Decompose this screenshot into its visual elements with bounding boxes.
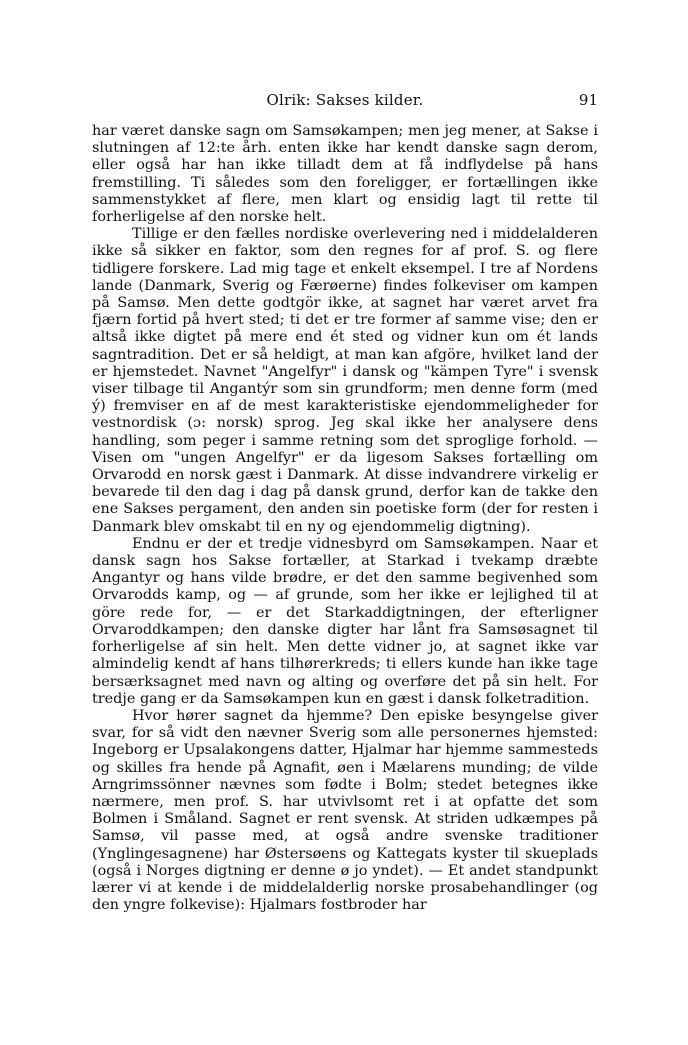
body-text	[92, 123, 598, 914]
paragraph-3: Endnu er der et tredje vidnesbyrd om Samsøkampen. Naar et dansk sagn hos Sakse fortæller, at Starkad i tvekamp dræbte Angantyr og hans vilde brødre, er det den samme begivenhed som Orvarodds kamp, og — af grunde, som her ikke er lejlighed til at göre rede for, — er det Starkaddigtningen, der efterligner Orvaroddkampen; den danske digter har lånt fra Samsøsagnet til forherligelse af sin helt. Men dette vidner jo, at sagnet ikke var almindelig kendt af hans tilhørerkreds; ti ellers kunde han ikke tage bersærksagnet med navn og alting og overføre det på sin helt. For tredje gang er da Samsøkampen kun en gæst i dansk folketradition.	[92, 535, 598, 707]
paragraph-4: Hvor hører sagnet da hjemme? Den episke besyngelse giver svar, for så vidt den nævner Sverig som alle personernes hjemsted: Ingeborg er Upsalakongens datter, Hjalmar har hjemme sammesteds og skilles fra hende på Agnafit, øen i Mælarens munding; de vilde Arngrimssönner nævnes som fødte i Bolm; stedet betegnes ikke nærmere, men prof. S. har utvivlsomt ret i at opfatte det som Bolmen i Småland. Sagnet er rent svensk. At striden udkæmpes på Samsø, vil passe med, at også andre svenske traditioner (Ynglingesagnene) har Østersøens og Kattegats kyster til skueplads (også i Norges digtning er denne ø jo yndet). — Et andet standpunkt lærer vi at kende i de middelalderlig norske prosabehandlinger (og den yngre folkevise): Hjalmars fostbroder har	[92, 707, 598, 914]
paragraph-1: har været danske sagn om Samsøkampen; men jeg mener, at Sakse i slutningen af 12:te årh. enten ikke har kendt danske sagn derom, eller også har han ikke tilladt dem at få indflydelse på hans fremstilling. Ti således som den foreligger, er fortællingen ikke sammenstykket af flere, men klart og ensidig lagt til rette til forherligelse af den norske helt.	[92, 123, 598, 226]
paragraph-2: Tillige er den fælles nordiske overlevering ned i middelalderen ikke så sikker en faktor, som den regnes for af prof. S. og flere tidligere forskere. Lad mig tage et enkelt eksempel. I tre af Nordens lande (Danmark, Sverig og Færøerne) findes folkeviser om kampen på Samsø. Men dette godtgör ikke, at sagnet har været arvet fra fjærn fortid på hvert sted; ti det er tre former af samme vise; den er altså ikke digtet på mere end ét sted og vidner kun om ét lands sagntradition. Det er så heldigt, at man kan afgöre, hvilket land der er hjemstedet. Navnet "Angelfyr" i dansk og "kämpen Tyre" i svensk viser tilbage til Angantýr som sin grundform; men denne form (med ý) fremviser en af de mest karakteristiske ejendommeligheder for vestnordisk (ɔ: norsk) sprog. Jeg skal ikke her analysere dens handling, som peger i samme retning som det sproglige forhold. — Visen om "ungen Angelfyr" er da ligesom Sakses fortælling om Orvarodd en norsk gæst i Danmark. At disse indvandrere virkelig er bevarede til den dag i dag på dansk grund, derfor kan de takke den ene Sakses pergament, den anden sin poetiske form (der for resten i Danmark blev omskabt til en ny og ejendommelig digtning).	[92, 226, 598, 535]
running-title: Olrik: Sakses kilder.	[266, 91, 424, 109]
page-number: 91	[578, 91, 598, 109]
running-header	[92, 90, 598, 110]
